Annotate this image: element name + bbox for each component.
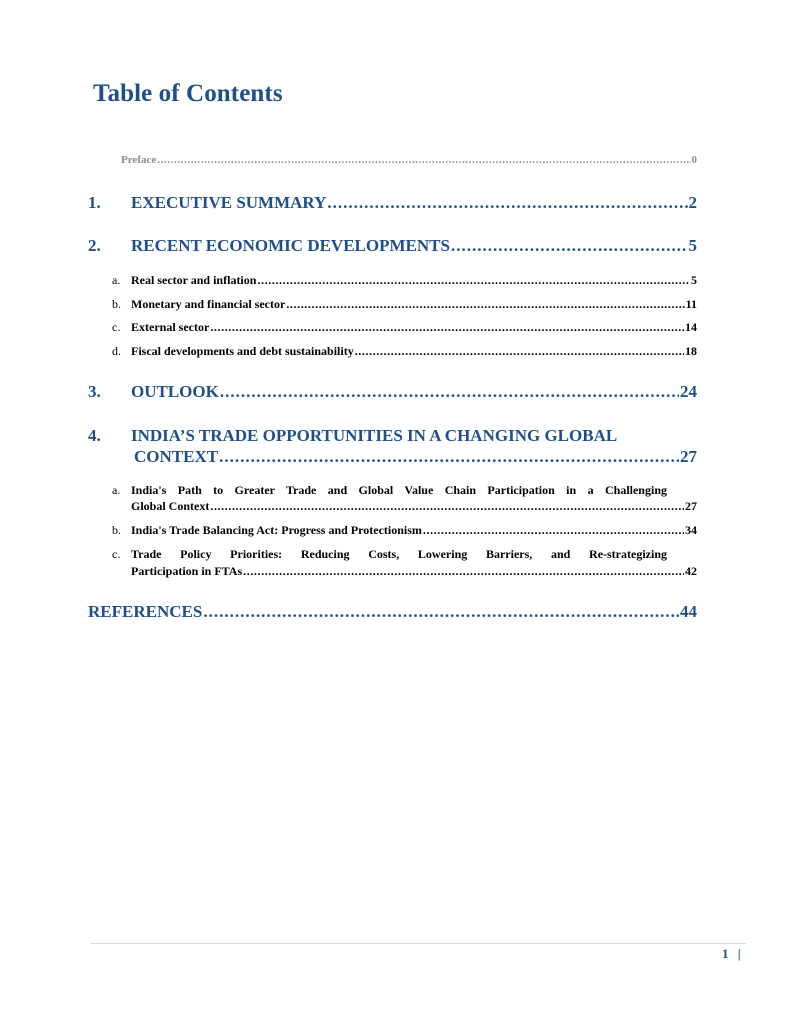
toc-entry-label: EXECUTIVE SUMMARY [131, 193, 327, 212]
toc-entry-label: India's Path to Greater Trade and Global Value Chain Participation in a Challenging [131, 483, 667, 497]
dot-leader [220, 382, 679, 402]
toc-entry-label: RECENT ECONOMIC DEVELOPMENTS [131, 236, 450, 255]
toc-section-number: 3. [88, 382, 101, 401]
toc-section-number: 4. [88, 426, 101, 445]
dot-leader [257, 273, 690, 288]
toc-sub-letter: a. [112, 273, 121, 287]
toc-entry-india-trade-opportunities[interactable] [134, 447, 697, 467]
toc-section-number: 2. [88, 236, 101, 255]
toc-entry-label: Monetary and financial sector [131, 297, 286, 311]
toc-entry-recent-economic-developments[interactable] [88, 236, 697, 256]
dot-leader [210, 320, 684, 335]
toc-page-number: 27 [680, 447, 697, 466]
dot-leader [203, 602, 679, 622]
dot-leader [157, 154, 690, 166]
toc-page-number: 18 [685, 344, 697, 358]
toc-entry-references[interactable] [88, 602, 697, 622]
page-title: Table of Contents [93, 80, 283, 107]
toc-entry-label-continued: Global Context [131, 499, 210, 513]
toc-entry-label: India's Trade Balancing Act: Progress and Protectionism [131, 523, 422, 537]
toc-page-number: 0 [691, 154, 697, 166]
toc-page-number: 24 [680, 382, 697, 401]
toc-entry-label-continued: Participation in FTAs [131, 564, 243, 578]
dot-leader [286, 297, 684, 312]
toc-sub-letter: d. [112, 344, 121, 358]
toc-entry-trade-policy[interactable] [131, 564, 697, 579]
toc-entry-executive-summary[interactable] [88, 193, 697, 213]
dot-leader [243, 564, 684, 579]
page-number: 1 [722, 946, 729, 961]
toc-entry-fiscal-developments[interactable] [112, 344, 697, 359]
footer-divider [90, 943, 746, 944]
toc-sub-letter: a. [112, 483, 121, 497]
toc-page-number: 5 [691, 273, 697, 287]
toc-entry-label-continued: CONTEXT [134, 447, 219, 466]
toc-entry-trade-balancing[interactable] [112, 523, 697, 538]
toc-page-number: 27 [685, 499, 697, 513]
toc-sub-letter: c. [112, 320, 121, 334]
toc-page-number: 44 [680, 602, 697, 621]
toc-entry-label: REFERENCES [88, 602, 203, 621]
toc-page-number: 14 [685, 320, 697, 334]
toc-entry-label: Fiscal developments and debt sustainability [131, 344, 354, 358]
toc-entry-label: Preface [121, 154, 157, 166]
dot-leader [327, 193, 687, 213]
toc-page-number: 11 [685, 297, 697, 311]
toc-page-number: 2 [688, 193, 697, 212]
toc-entry-real-sector[interactable] [112, 273, 697, 288]
toc-sub-letter: b. [112, 297, 121, 311]
toc-entry-external-sector[interactable] [112, 320, 697, 335]
toc-entry-label[interactable]: INDIA’S TRADE OPPORTUNITIES IN A CHANGING GLOBAL [131, 426, 618, 445]
dot-leader [219, 447, 679, 467]
toc-entry-india-path[interactable] [131, 499, 697, 514]
toc-entry-monetary-financial[interactable] [112, 297, 697, 312]
toc-section-number: 1. [88, 193, 101, 212]
toc-entry-label: OUTLOOK [131, 382, 219, 401]
toc-page-number: 42 [685, 564, 697, 578]
dot-leader [423, 523, 684, 538]
page-number-separator: | [737, 946, 741, 961]
dot-leader [451, 236, 688, 256]
toc-page-number: 34 [685, 523, 697, 537]
toc-entry-label: Trade Policy Priorities: Reducing Costs, Lowering Barriers, and Re-strategizing [131, 547, 667, 561]
page-footer [722, 946, 741, 962]
toc-entry-label: External sector [131, 320, 210, 334]
toc-entry-outlook[interactable] [88, 382, 697, 402]
toc-entry-label: Real sector and inflation [131, 273, 257, 287]
toc-entry-preface[interactable] [121, 154, 697, 166]
toc-sub-letter: c. [112, 547, 121, 561]
dot-leader [210, 499, 684, 514]
dot-leader [355, 344, 684, 359]
toc-page-number: 5 [688, 236, 697, 255]
toc-sub-letter: b. [112, 523, 121, 537]
